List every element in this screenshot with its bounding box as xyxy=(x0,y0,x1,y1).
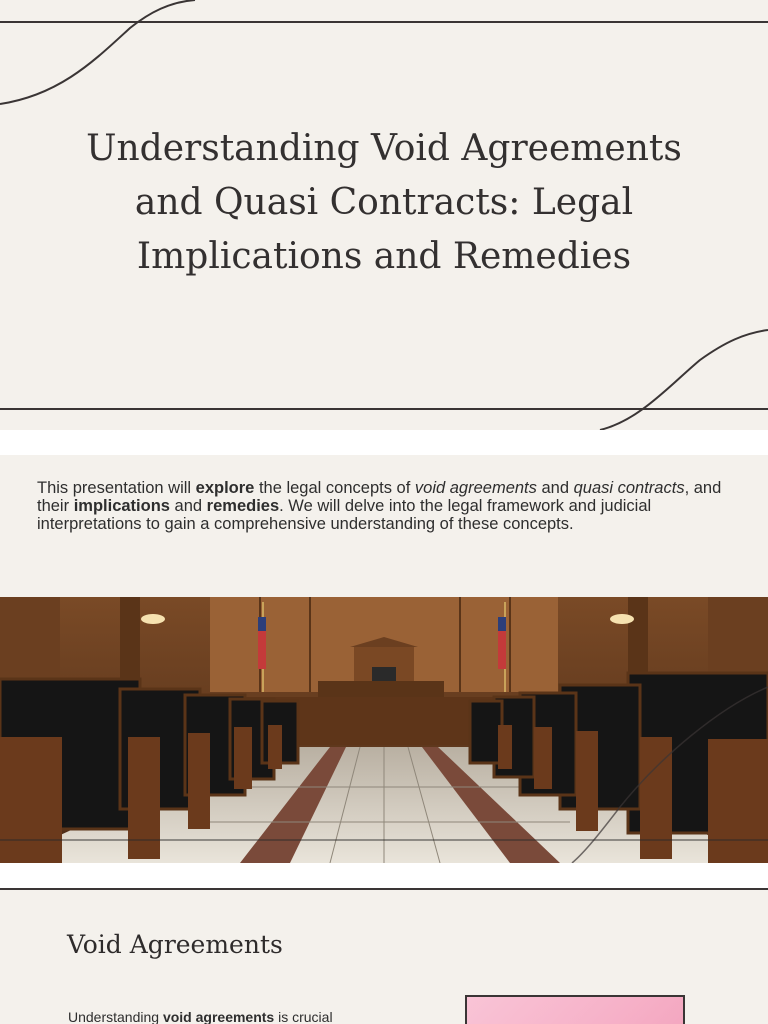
section-body-text: Understanding void agreements is crucial xyxy=(68,1009,333,1024)
emphasis-void-agreements: void agreements xyxy=(162,1009,275,1024)
emphasis-explore: explore xyxy=(195,479,255,497)
presentation-title: Understanding Void Agreements and Quasi Contracts: Legal Implications and Remedies xyxy=(86,128,682,277)
courtroom-image xyxy=(0,597,768,863)
top-rule xyxy=(0,21,768,23)
title-slide xyxy=(0,0,768,430)
bottom-rule xyxy=(0,408,768,410)
emphasis-quasi-contracts: quasi contracts xyxy=(573,479,685,497)
slide-gap xyxy=(0,430,768,455)
void-agreements-slide xyxy=(0,888,768,1024)
bottom-right-curve xyxy=(600,330,768,430)
intro-paragraph: This presentation will explore the legal concepts of void agreements and quasi contracts, and their implications and remedies. We will delve into the legal framework and judicial interpretations to gain a comprehensive understanding of these concepts. xyxy=(37,479,722,533)
slide-gap xyxy=(0,863,768,888)
top-left-curve xyxy=(0,0,195,104)
emphasis-implications: implications xyxy=(73,497,170,515)
section-heading: Void Agreements xyxy=(67,930,283,959)
intro-slide xyxy=(0,455,768,863)
pink-image-card xyxy=(465,995,685,1024)
emphasis-void-agreements: void agreements xyxy=(414,479,537,497)
emphasis-remedies: remedies xyxy=(206,497,280,515)
top-rule xyxy=(0,888,768,890)
